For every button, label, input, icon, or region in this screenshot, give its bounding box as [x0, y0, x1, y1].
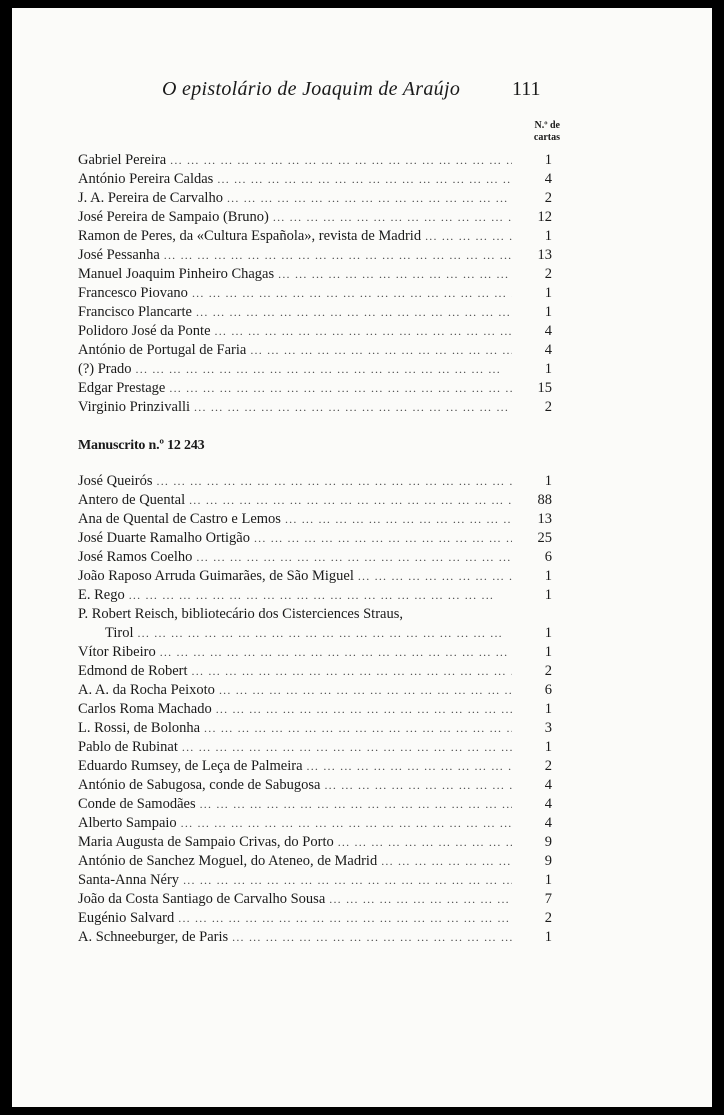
list-item: [78, 586, 552, 605]
list-item: [78, 567, 552, 586]
correspondent-name: Virginio Prinzivalli: [78, 399, 191, 415]
list-item: [78, 303, 552, 322]
leader-dots: [254, 529, 512, 548]
list-item: [78, 322, 552, 341]
list-item: [78, 909, 552, 928]
list-item: [78, 208, 552, 227]
correspondent-name: Ramon de Peres, da «Cultura Española», revista de Madrid: [78, 228, 422, 244]
letter-count: 1: [544, 587, 552, 603]
book-page: [12, 8, 712, 1107]
leader-dots: [182, 738, 512, 757]
section-title: Manuscrito n.º 12 243: [78, 438, 205, 453]
correspondent-name: João Raposo Arruda Guimarães, de São Miguel: [78, 568, 354, 584]
correspondent-name: Maria Augusta de Sampaio Crivas, do Porto: [78, 834, 334, 850]
letter-count: 1: [544, 644, 552, 660]
correspondent-name: José Pessanha: [78, 247, 160, 263]
running-header: [12, 78, 712, 104]
correspondent-name: Ana de Quental de Castro e Lemos: [78, 511, 281, 527]
letter-count: 9: [544, 853, 552, 869]
list-item: [78, 662, 552, 681]
correspondent-name: António de Portugal de Faria: [78, 342, 247, 358]
list-item: [78, 624, 552, 643]
letter-count: 9: [544, 834, 552, 850]
letter-count: 12: [537, 209, 552, 225]
correspondent-name: João da Costa Santiago de Carvalho Sousa: [78, 891, 326, 907]
leader-dots: [178, 909, 512, 928]
leader-dots: [215, 322, 512, 341]
letter-count: 4: [544, 777, 552, 793]
letter-count: 1: [544, 304, 552, 320]
correspondent-name: Tirol: [105, 625, 134, 641]
letter-count: 1: [544, 152, 552, 168]
leader-dots: [358, 567, 512, 586]
letter-count: 1: [544, 228, 552, 244]
leader-dots: [192, 662, 512, 681]
correspondent-name: José Duarte Ramalho Ortigão: [78, 530, 250, 546]
correspondent-name: José Pereira de Sampaio (Bruno): [78, 209, 269, 225]
correspondent-name: Edmond de Robert: [78, 663, 188, 679]
letter-count: 25: [537, 530, 552, 546]
list-item: [78, 510, 552, 529]
leader-dots: [217, 170, 512, 189]
leader-dots: [170, 151, 512, 170]
correspondent-name: José Ramos Coelho: [78, 549, 193, 565]
letter-count: 15: [537, 380, 552, 396]
list-item: [78, 852, 552, 871]
letter-count: 88: [537, 492, 552, 508]
correspondent-name: Conde de Samodães: [78, 796, 196, 812]
correspondent-name: António de Sabugosa, conde de Sabugosa: [78, 777, 321, 793]
leader-dots: [232, 928, 512, 947]
leader-dots: [227, 189, 512, 208]
correspondent-name: A. Schneeburger, de Paris: [78, 929, 229, 945]
leader-dots: [204, 719, 512, 738]
letters-count-column-header: [500, 120, 560, 144]
list-item: [78, 719, 552, 738]
list-item: [78, 605, 552, 624]
correspondent-name: Eduardo Rumsey, de Leça de Palmeira: [78, 758, 303, 774]
correspondent-name: Manuel Joaquim Pinheiro Chagas: [78, 266, 275, 282]
leader-dots: [189, 491, 512, 510]
leader-dots: [219, 681, 512, 700]
letter-count: 4: [544, 796, 552, 812]
list-item: [78, 871, 552, 890]
letter-count: 1: [544, 568, 552, 584]
correspondent-name: Santa-Anna Néry: [78, 872, 180, 888]
list-item: [78, 738, 552, 757]
list-item: [78, 189, 552, 208]
leader-dots: [425, 227, 512, 246]
list-item: [78, 170, 552, 189]
correspondent-name: António de Sanchez Moguel, do Ateneo, de Madrid: [78, 853, 378, 869]
correspondent-name: Edgar Prestage: [78, 380, 166, 396]
list-item: [78, 379, 552, 398]
leader-dots: [192, 284, 512, 303]
leader-dots: [216, 700, 512, 719]
correspondent-name: P. Robert Reisch, bibliotecário dos Cisterciences Straus,: [78, 606, 403, 622]
list-item: [78, 643, 552, 662]
list-item: [78, 360, 552, 379]
leader-dots: [137, 624, 512, 643]
leader-dots: [196, 303, 512, 322]
leader-dots: [307, 757, 512, 776]
letter-count: 1: [544, 625, 552, 641]
correspondent-list-2: [78, 472, 552, 947]
list-item: [78, 472, 552, 491]
page-number: 111: [512, 78, 541, 100]
letter-count: 13: [537, 247, 552, 263]
list-item: [78, 151, 552, 170]
list-item: [78, 814, 552, 833]
correspondent-name: Carlos Roma Machado: [78, 701, 212, 717]
letter-count: 1: [544, 361, 552, 377]
list-item: [78, 398, 552, 417]
correspondent-name: José Queirós: [78, 473, 153, 489]
letter-count: 2: [544, 399, 552, 415]
correspondent-name: Francesco Piovano: [78, 285, 188, 301]
letter-count: 6: [544, 682, 552, 698]
leader-dots: [324, 776, 512, 795]
leader-dots: [285, 510, 512, 529]
list-item: [78, 776, 552, 795]
leader-dots: [278, 265, 512, 284]
correspondent-name: A. A. da Rocha Peixoto: [78, 682, 215, 698]
list-item: [78, 246, 552, 265]
letter-count: 4: [544, 323, 552, 339]
correspondent-name: Gabriel Pereira: [78, 152, 167, 168]
list-item: [78, 833, 552, 852]
letter-count: 4: [544, 171, 552, 187]
letter-count: 2: [544, 266, 552, 282]
letter-count: 1: [544, 929, 552, 945]
leader-dots: [129, 586, 512, 605]
correspondent-name: Vítor Ribeiro: [78, 644, 156, 660]
leader-dots: [273, 208, 512, 227]
leader-dots: [381, 852, 512, 871]
leader-dots: [250, 341, 512, 360]
list-item: [78, 681, 552, 700]
leader-dots: [157, 472, 512, 491]
list-item: [78, 548, 552, 567]
correspondent-name: Pablo de Rubinat: [78, 739, 178, 755]
correspondent-name: Alberto Sampaio: [78, 815, 177, 831]
leader-dots: [329, 890, 512, 909]
letter-count: 13: [537, 511, 552, 527]
letter-count: 4: [544, 815, 552, 831]
leader-dots: [164, 246, 512, 265]
list-item: [78, 757, 552, 776]
correspondent-name: Eugénio Salvard: [78, 910, 175, 926]
letter-count: 6: [544, 549, 552, 565]
letter-count: 3: [544, 720, 552, 736]
correspondent-name: Antero de Quental: [78, 492, 186, 508]
leader-dots: [194, 398, 512, 417]
letter-count: 2: [544, 758, 552, 774]
letter-count: 4: [544, 342, 552, 358]
leader-dots: [181, 814, 512, 833]
correspondent-name: J. A. Pereira de Carvalho: [78, 190, 223, 206]
leader-dots: [136, 360, 512, 379]
column-header-line-1: N.º de: [534, 120, 560, 131]
correspondent-list-1: [78, 151, 552, 417]
list-item: [78, 341, 552, 360]
letter-count: 2: [544, 663, 552, 679]
list-item: [78, 491, 552, 510]
running-header-title: O epistolário de Joaquim de Araújo: [162, 78, 461, 100]
leader-dots: [160, 643, 512, 662]
letter-count: 1: [544, 701, 552, 717]
correspondent-name: Francisco Plancarte: [78, 304, 192, 320]
list-item: [78, 265, 552, 284]
list-item: [78, 529, 552, 548]
list-item: [78, 795, 552, 814]
letter-count: 1: [544, 872, 552, 888]
list-item: [78, 227, 552, 246]
leader-dots: [200, 795, 512, 814]
list-item: [78, 700, 552, 719]
correspondent-name: Polidoro José da Ponte: [78, 323, 211, 339]
letter-count: 2: [544, 910, 552, 926]
leader-dots: [183, 871, 512, 890]
list-item: [78, 890, 552, 909]
letter-count: 7: [544, 891, 552, 907]
letter-count: 2: [544, 190, 552, 206]
correspondent-name: (?) Prado: [78, 361, 132, 377]
letter-count: 1: [544, 473, 552, 489]
leader-dots: [196, 548, 512, 567]
leader-dots: [338, 833, 512, 852]
column-header-line-2: cartas: [533, 132, 560, 143]
letter-count: 1: [544, 285, 552, 301]
list-item: [78, 284, 552, 303]
correspondent-name: E. Rego: [78, 587, 125, 603]
letter-count: 1: [544, 739, 552, 755]
leader-dots: [169, 379, 512, 398]
correspondent-name: António Pereira Caldas: [78, 171, 214, 187]
correspondent-name: L. Rossi, de Bolonha: [78, 720, 201, 736]
list-item: [78, 928, 552, 947]
